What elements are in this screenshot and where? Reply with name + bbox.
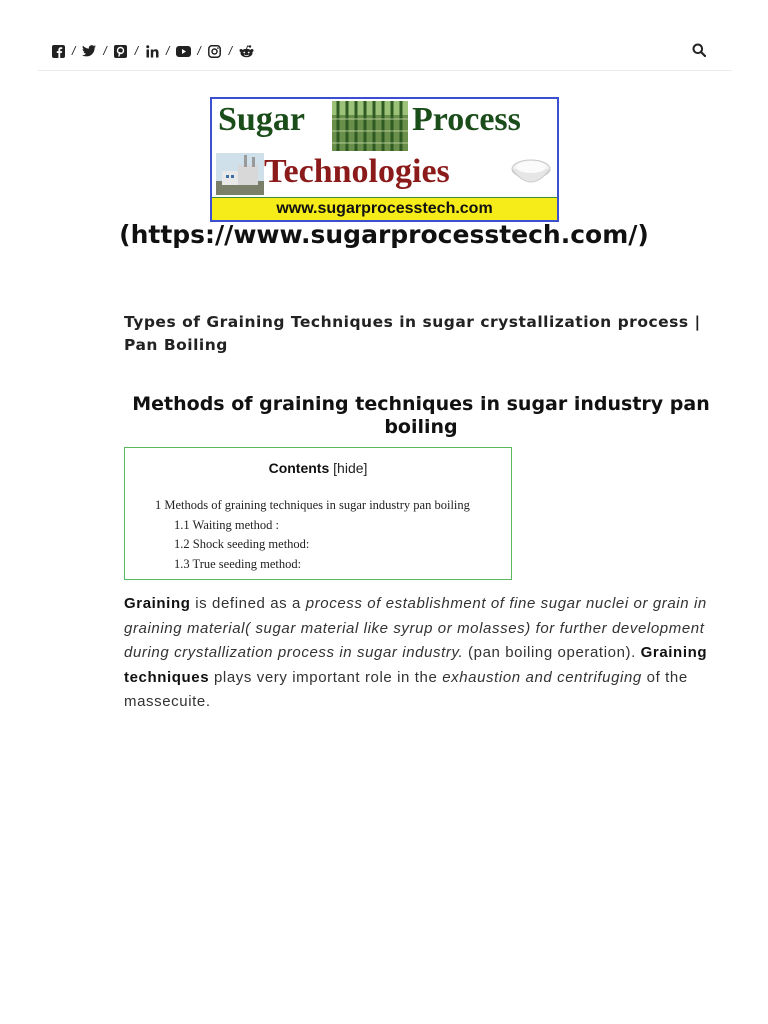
logo-word: Process — [412, 101, 521, 138]
twitter-icon[interactable] — [81, 43, 97, 59]
sugarcane-image — [332, 101, 408, 151]
logo-url-strip: www.sugarprocesstech.com — [212, 197, 557, 220]
text-span: is defined as a — [190, 595, 306, 612]
toc-list — [155, 496, 470, 574]
bold-term: Graining — [124, 595, 191, 612]
facebook-icon[interactable] — [50, 43, 66, 59]
separator: / — [166, 44, 170, 58]
separator: / — [103, 44, 107, 58]
text-span: plays very important role in the — [209, 668, 443, 686]
top-bar — [38, 40, 732, 71]
intro-paragraph — [124, 592, 724, 715]
post-title: Types of Graining Techniques in sugar crystallization process | Pan Boiling — [124, 313, 701, 354]
pinterest-icon[interactable] — [113, 43, 129, 59]
social-links — [50, 43, 254, 59]
toc-item[interactable]: 1.3 True seeding method: — [174, 556, 302, 571]
logo-word: Technologies — [264, 153, 450, 190]
toc-header — [125, 460, 511, 476]
reddit-icon[interactable] — [238, 43, 254, 59]
linkedin-icon[interactable] — [144, 43, 160, 59]
toc-item[interactable]: 1 Methods of graining techniques in sugar industry pan boiling — [155, 498, 470, 512]
youtube-icon[interactable] — [175, 43, 191, 59]
toc-item[interactable]: 1.1 Waiting method : — [174, 517, 280, 532]
separator: / — [134, 44, 139, 58]
section-heading: Methods of graining techniques in sugar industry pan boiling — [132, 393, 710, 438]
separator: / — [72, 44, 76, 58]
search-icon[interactable] — [692, 43, 708, 59]
italic-phrase: exhaustion and centrifuging — [442, 668, 642, 686]
separator: / — [228, 44, 233, 58]
factory-image — [216, 153, 264, 195]
separator: / — [197, 44, 201, 58]
table-of-contents — [124, 447, 512, 580]
site-home-link[interactable]: (https://www.sugarprocesstech.com/) — [119, 220, 649, 249]
instagram-icon[interactable] — [207, 43, 223, 59]
italic-definition: process of establishment of fine sugar nuclei or grain in graining material( sugar material like syrup or molasses) for further development during crystallization process in sugar industry. — [124, 595, 707, 661]
bold-term: Graining techniques — [124, 644, 708, 686]
logo-word: Sugar — [218, 101, 305, 138]
sugar-bowl-image — [508, 151, 554, 193]
toc-item[interactable]: 1.2 Shock seeding method: — [174, 537, 310, 551]
toc-hide-toggle[interactable]: [hide] — [333, 460, 368, 476]
text-span: of the massecuite. — [124, 668, 688, 710]
text-span: (pan boiling operation). — [463, 644, 641, 661]
site-logo[interactable] — [210, 97, 559, 222]
toc-title: Contents — [268, 460, 330, 476]
